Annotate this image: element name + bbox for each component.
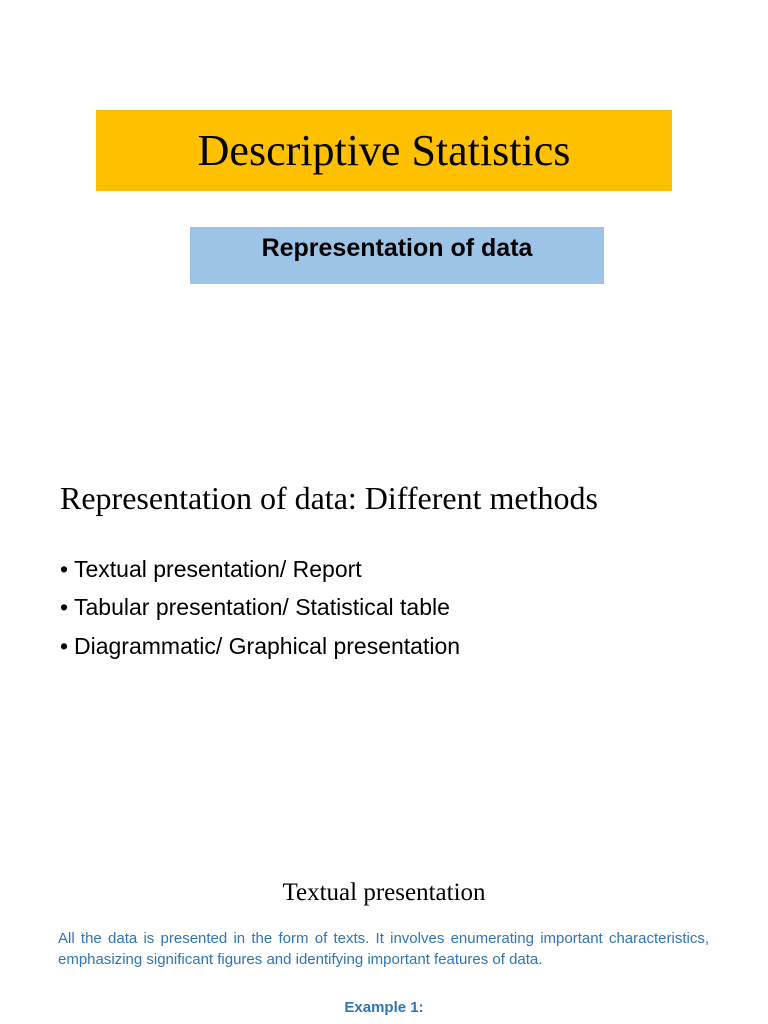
textual-paragraph: All the data is presented in the form of texts. It involves enumerating important characteristics, emphasizing significant figures and identifying important features of data. [58, 930, 709, 968]
methods-heading: Representation of data: Different methods [60, 480, 598, 516]
bullet-text: Textual presentation/ Report [74, 555, 362, 582]
title-banner [96, 110, 672, 191]
bullet-item [60, 550, 460, 589]
bullet-icon: • [60, 594, 69, 621]
textual-heading: Textual presentation [282, 879, 486, 906]
bullet-item [60, 627, 460, 666]
bullet-text: Diagrammatic/ Graphical presentation [74, 632, 461, 659]
example-label: Example 1: [344, 999, 424, 1016]
slide-title-text: Descriptive Statistics [197, 125, 571, 175]
bullet-icon: • [60, 555, 69, 582]
methods-bullet-list [60, 550, 460, 666]
bullet-icon: • [60, 632, 69, 659]
bullet-text: Tabular presentation/ Statistical table [74, 594, 450, 621]
bullet-item [60, 589, 460, 628]
subtitle-banner [190, 227, 604, 284]
slide-subtitle-text: Representation of data [261, 234, 533, 262]
